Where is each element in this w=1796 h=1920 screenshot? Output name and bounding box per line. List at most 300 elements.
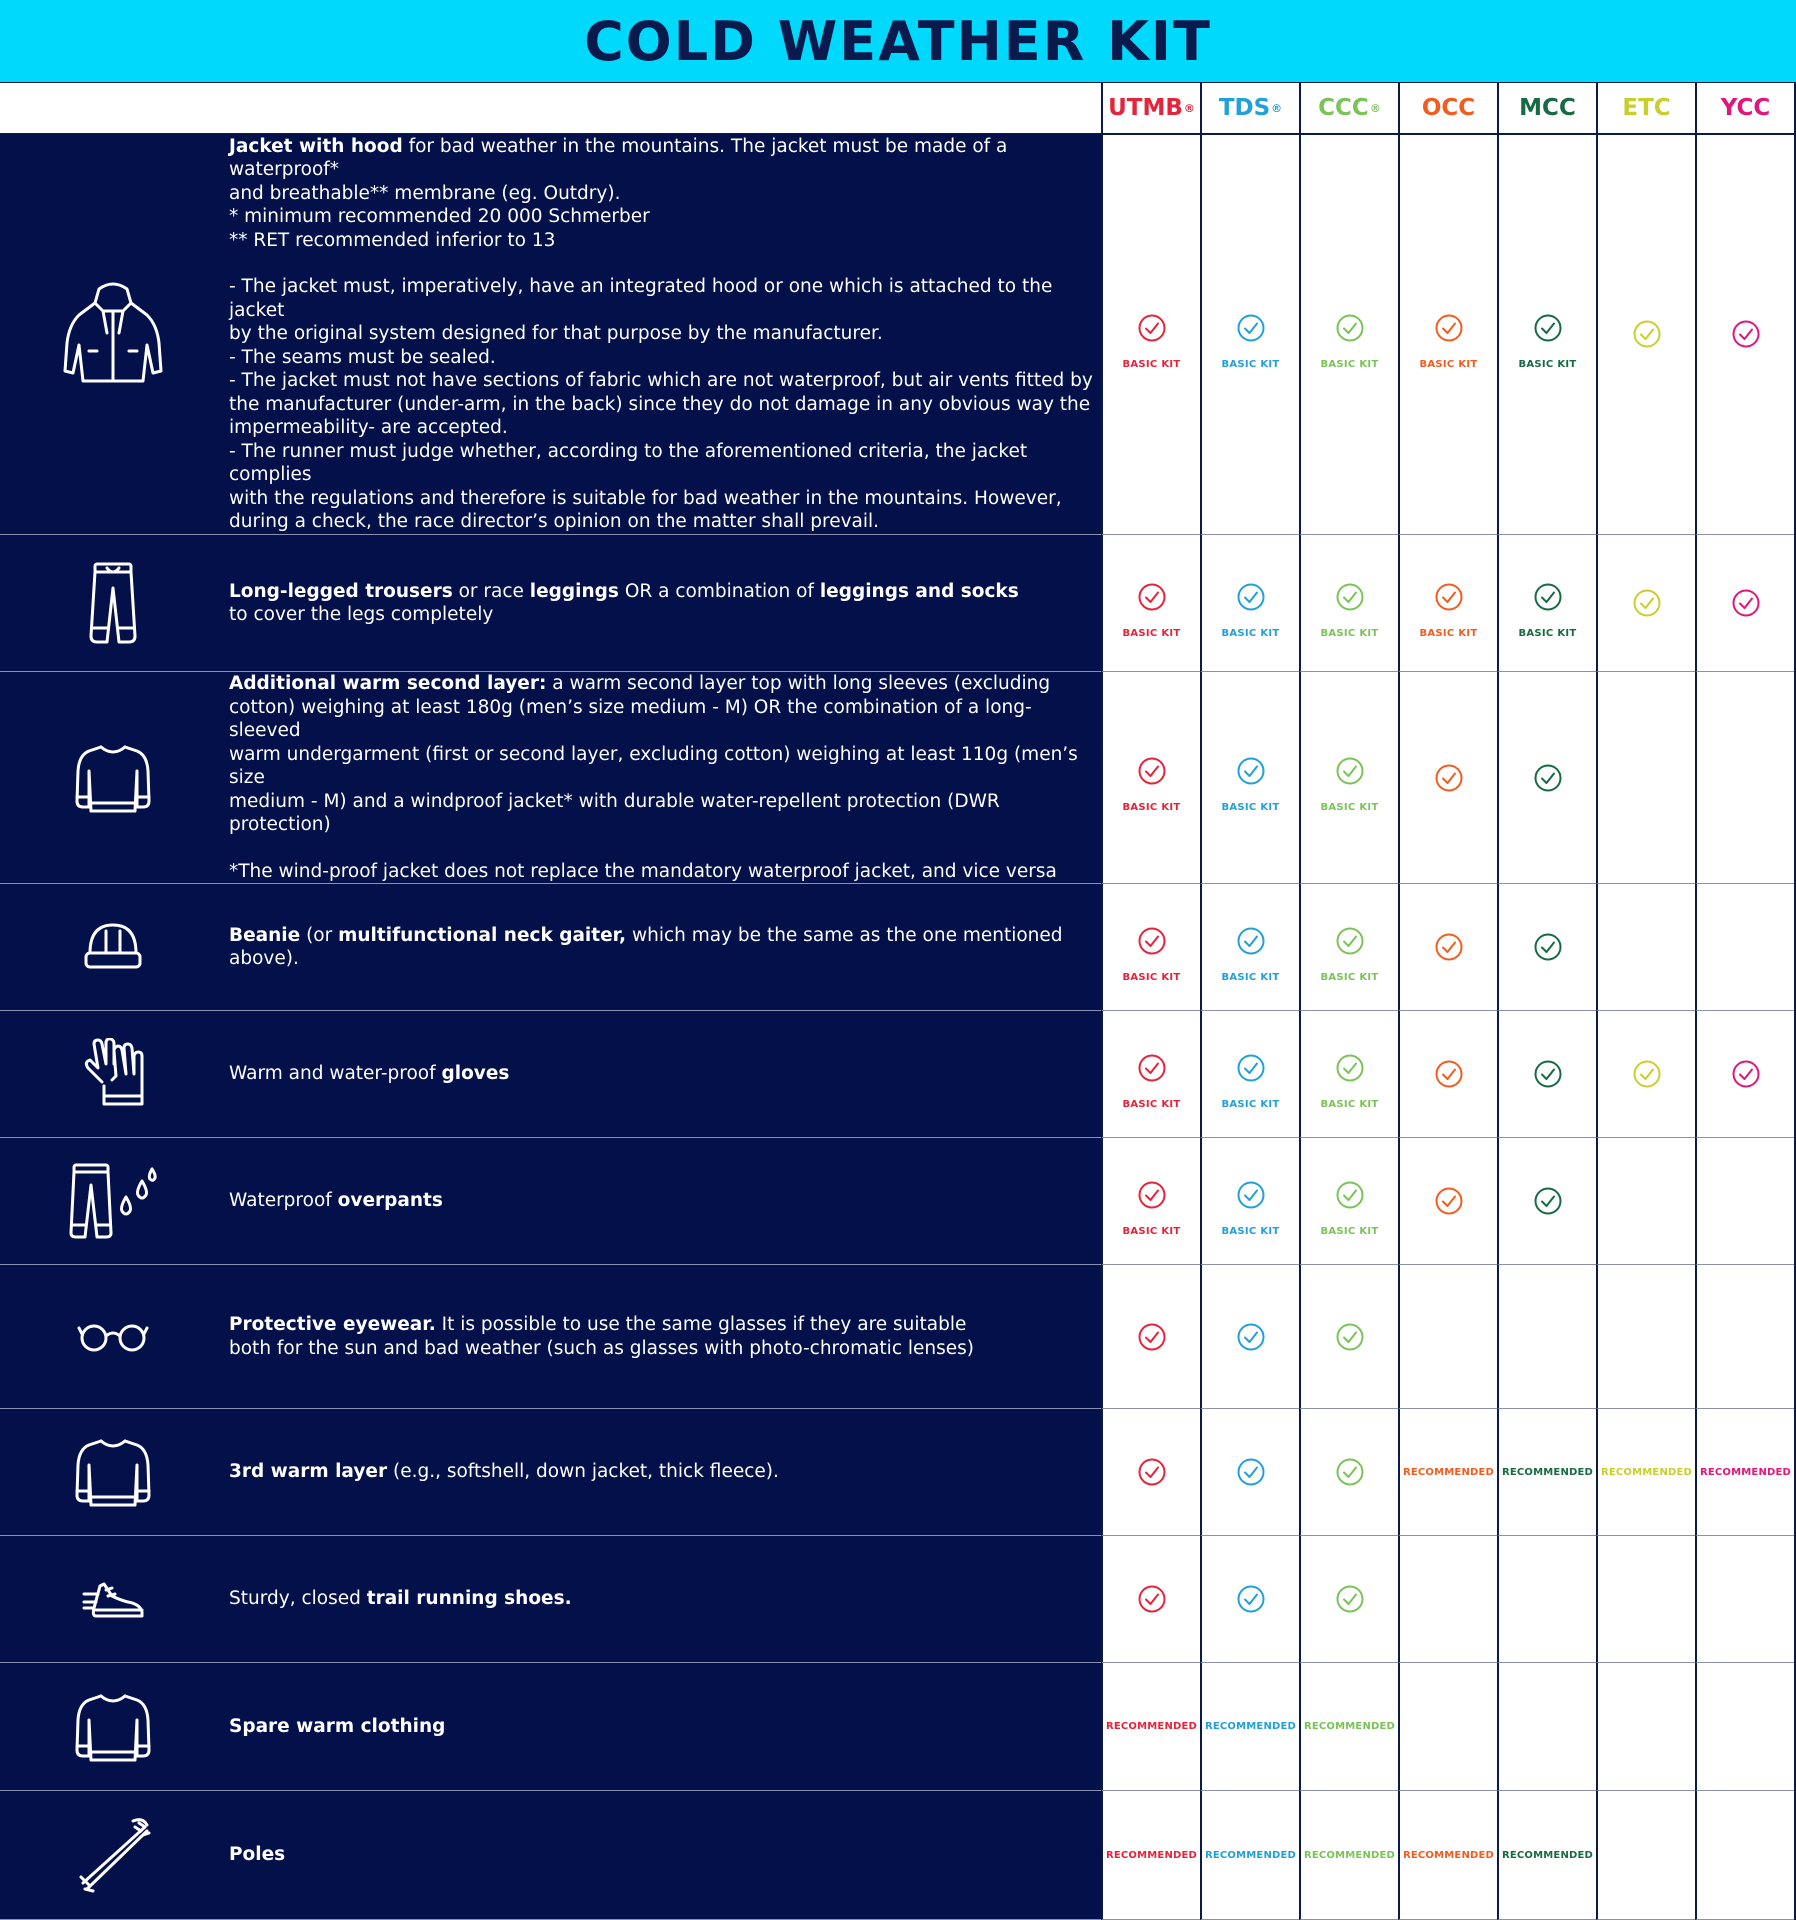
bold-text: Jacket with hood [229, 135, 403, 157]
cell-etc [1596, 535, 1695, 672]
description-line [229, 440, 1099, 487]
description-line [229, 205, 1099, 229]
item-text-wrapper [229, 1791, 1099, 1919]
recommended-label: RECOMMENDED [1402, 1849, 1495, 1861]
text: It is possible to use the same glasses if they are suitable [435, 1314, 967, 1335]
basic-kit-label: BASIC KIT [1419, 627, 1478, 639]
basic-kit-label: BASIC KIT [1419, 358, 1478, 370]
cell-ccc [1299, 1011, 1398, 1138]
cell-ccc [1299, 672, 1398, 884]
check-circle-icon [1335, 1053, 1365, 1083]
check-circle-icon [1236, 1180, 1266, 1210]
kit-description-panel [0, 1791, 1101, 1920]
basic-kit-label: BASIC KIT [1221, 1098, 1280, 1110]
recommended-label: RECOMMENDED [1105, 1721, 1198, 1732]
jacket-icon [58, 134, 168, 534]
cell-ccc [1299, 134, 1398, 535]
cell-ccc [1299, 1663, 1398, 1791]
description-line [229, 1313, 974, 1337]
beanie-icon [58, 884, 168, 1010]
cell-ycc [1695, 884, 1794, 1011]
check-circle-icon [1335, 1322, 1365, 1352]
sweater-icon [58, 1409, 168, 1535]
description-line [229, 672, 1099, 696]
description-line [229, 580, 1019, 604]
check-circle-icon [1137, 582, 1167, 612]
race-label: YCC [1720, 95, 1771, 121]
race-label: UTMB [1108, 95, 1183, 121]
check-circle-icon [1335, 1457, 1365, 1487]
cell-ycc [1695, 1536, 1794, 1663]
basic-kit-label: BASIC KIT [1320, 802, 1379, 813]
check-circle-icon [1335, 926, 1365, 956]
cell-mcc [1497, 1409, 1596, 1536]
cell-mcc [1497, 1138, 1596, 1265]
cell-mcc [1497, 1791, 1596, 1920]
check-circle-icon [1137, 1053, 1167, 1083]
basic-kit-label: BASIC KIT [1221, 627, 1280, 639]
column-header-occ [1398, 82, 1497, 134]
bold-text: overpants [337, 1190, 443, 1212]
basic-kit-label: BASIC KIT [1320, 358, 1379, 370]
check-circle-icon [1632, 588, 1662, 618]
item-text-wrapper [229, 1138, 1099, 1264]
check-circle-icon [1731, 319, 1761, 349]
cell-utmb [1101, 1138, 1200, 1265]
kit-description-panel [0, 1536, 1101, 1663]
item-text-wrapper [229, 134, 1099, 534]
basic-kit-label: BASIC KIT [1122, 802, 1181, 813]
check-circle-icon [1434, 313, 1464, 343]
cell-ccc [1299, 1536, 1398, 1663]
check-circle-icon [1434, 763, 1464, 793]
check-circle-icon [1533, 1059, 1563, 1089]
gloves-icon [58, 1011, 168, 1137]
sweater-icon [58, 1663, 168, 1790]
cell-utmb [1101, 535, 1200, 672]
cell-tds [1200, 1265, 1299, 1409]
kit-row [0, 884, 1796, 1011]
text: - The jacket must, imperatively, have an integrated hood or one which is attached to the jacket [229, 276, 1053, 321]
cell-tds [1200, 1138, 1299, 1265]
race-label: CCC [1318, 95, 1369, 121]
basic-kit-label: BASIC KIT [1122, 1098, 1181, 1110]
cell-ccc [1299, 884, 1398, 1011]
cell-mcc [1497, 1265, 1596, 1409]
bold-text: leggings [529, 580, 619, 602]
cell-tds [1200, 1011, 1299, 1138]
kit-row [0, 1011, 1796, 1138]
cell-tds [1200, 1536, 1299, 1663]
recommended-label: RECOMMENDED [1501, 1849, 1594, 1861]
check-circle-icon [1236, 1457, 1266, 1487]
race-label: TDS [1218, 95, 1271, 121]
check-circle-icon [1533, 582, 1563, 612]
description-line [229, 416, 1099, 440]
cell-occ [1398, 672, 1497, 884]
item-text-wrapper [229, 1536, 1099, 1662]
basic-kit-label: BASIC KIT [1221, 802, 1280, 813]
text: Waterproof [229, 1190, 338, 1212]
bold-text: Additional warm second layer: [229, 673, 547, 694]
bold-text: multifunctional neck gaiter, [338, 924, 627, 946]
recommended-label: RECOMMENDED [1699, 1466, 1792, 1478]
kit-description-panel [0, 884, 1101, 1011]
cell-utmb [1101, 1011, 1200, 1138]
cell-tds [1200, 1409, 1299, 1536]
cell-occ [1398, 1663, 1497, 1791]
check-circle-icon [1236, 926, 1266, 956]
text: cotton) weighing at least 180g (men’s size medium - M) OR the combination of a long-sleeved [229, 696, 1032, 741]
text: for bad weather in the mountains. The jacket must be made of a waterproof* [229, 135, 1008, 180]
description-line [229, 696, 1099, 743]
text: above). [229, 948, 299, 969]
kit-description-panel [0, 134, 1101, 535]
check-circle-icon [1335, 1584, 1365, 1614]
registered-mark: ® [1369, 101, 1381, 115]
description-line [229, 369, 1099, 393]
description-line [229, 860, 1099, 884]
text: or race [452, 580, 530, 602]
check-circle-icon [1731, 588, 1761, 618]
item-description [229, 1313, 974, 1360]
item-text-wrapper [229, 1011, 1099, 1137]
sweater-icon [58, 672, 168, 883]
check-circle-icon [1236, 1584, 1266, 1614]
text: Sturdy, closed [229, 1588, 367, 1610]
description-line [229, 743, 1099, 790]
race-label: ETC [1622, 95, 1671, 121]
text: (e.g., softshell, down jacket, thick fleece). [387, 1461, 779, 1483]
basic-kit-label: BASIC KIT [1518, 627, 1577, 639]
recommended-label: RECOMMENDED [1204, 1849, 1297, 1861]
check-circle-icon [1236, 313, 1266, 343]
description-line [229, 603, 1019, 627]
cell-utmb [1101, 672, 1200, 884]
description-line [229, 393, 1099, 417]
item-text-wrapper [229, 1663, 1099, 1790]
registered-mark: ® [1271, 101, 1283, 115]
cell-ycc [1695, 1138, 1794, 1265]
bold-text: Long-legged trousers [229, 580, 453, 602]
column-header-etc [1596, 82, 1695, 134]
kit-row [0, 672, 1796, 884]
cell-ccc [1299, 1791, 1398, 1920]
text: with the regulations and therefore is suitable for bad weather in the mountains. However, [229, 487, 1062, 509]
page-title: COLD WEATHER KIT [584, 9, 1212, 73]
cell-tds [1200, 1663, 1299, 1791]
text: the manufacturer (under-arm, in the back) since they do not damage in any obvious way the [229, 393, 1091, 415]
check-circle-icon [1335, 582, 1365, 612]
check-circle-icon [1335, 313, 1365, 343]
registered-mark: ® [1183, 101, 1195, 115]
check-circle-icon [1434, 1186, 1464, 1216]
description-line [229, 1460, 779, 1484]
text: - The jacket must not have sections of fabric which are not waterproof, but air vents fitted by [229, 370, 1093, 391]
description-line [229, 1337, 974, 1361]
cell-utmb [1101, 1663, 1200, 1791]
check-circle-icon [1632, 319, 1662, 349]
basic-kit-label: BASIC KIT [1221, 971, 1280, 983]
description-line [229, 135, 1099, 182]
basic-kit-label: BASIC KIT [1122, 627, 1181, 639]
description-line [229, 322, 1099, 346]
check-circle-icon [1533, 1186, 1563, 1216]
cell-mcc [1497, 672, 1596, 884]
check-circle-icon [1434, 932, 1464, 962]
description-line [229, 947, 1063, 971]
cell-occ [1398, 1011, 1497, 1138]
check-circle-icon [1137, 1584, 1167, 1614]
cell-tds [1200, 134, 1299, 535]
description-line [229, 1587, 572, 1611]
text: by the original system designed for that purpose by the manufacturer. [229, 323, 883, 344]
kit-row [0, 535, 1796, 672]
column-header-mcc [1497, 82, 1596, 134]
description-line [229, 1715, 445, 1739]
basic-kit-label: BASIC KIT [1320, 627, 1379, 639]
description-line [229, 1843, 285, 1867]
eyewear-icon [58, 1265, 168, 1408]
shoe-icon [58, 1536, 168, 1662]
cell-mcc [1497, 1536, 1596, 1663]
item-description [229, 1189, 443, 1213]
cell-occ [1398, 134, 1497, 535]
description-line [229, 229, 1099, 253]
text: OR a combination of [618, 580, 820, 602]
description-line [229, 275, 1099, 322]
kit-description-panel [0, 1409, 1101, 1536]
kit-description-panel [0, 535, 1101, 672]
cell-tds [1200, 1791, 1299, 1920]
text: impermeability- are accepted. [229, 417, 508, 438]
basic-kit-label: BASIC KIT [1122, 971, 1181, 983]
cell-mcc [1497, 884, 1596, 1011]
check-circle-icon [1335, 1180, 1365, 1210]
bold-text: 3rd warm layer [229, 1461, 388, 1483]
check-circle-icon [1434, 1059, 1464, 1089]
cell-ccc [1299, 535, 1398, 672]
text: Warm and water-proof [229, 1063, 442, 1085]
cell-mcc [1497, 1011, 1596, 1138]
cell-mcc [1497, 134, 1596, 535]
basic-kit-label: BASIC KIT [1518, 358, 1577, 370]
check-circle-icon [1236, 582, 1266, 612]
cell-occ [1398, 1265, 1497, 1409]
cell-etc [1596, 1791, 1695, 1920]
check-circle-icon [1632, 1059, 1662, 1089]
item-description [229, 1715, 445, 1739]
text: during a check, the race director’s opinion on the matter shall prevail. [229, 511, 880, 532]
cell-etc [1596, 672, 1695, 884]
cell-occ [1398, 1791, 1497, 1920]
item-text-wrapper [229, 1265, 1099, 1408]
description-line [229, 487, 1099, 511]
check-circle-icon [1236, 1322, 1266, 1352]
check-circle-icon [1533, 932, 1563, 962]
cell-etc [1596, 1138, 1695, 1265]
cell-mcc [1497, 1663, 1596, 1791]
check-circle-icon [1533, 313, 1563, 343]
recommended-label: RECOMMENDED [1303, 1721, 1396, 1732]
item-description [229, 135, 1099, 534]
bold-text: leggings and socks [819, 580, 1019, 602]
poles-icon [58, 1791, 168, 1919]
bold-text: Spare warm clothing [229, 1715, 446, 1737]
check-circle-icon [1137, 1180, 1167, 1210]
kit-row [0, 1791, 1796, 1920]
text: warm undergarment (first or second layer, excluding cotton) weighing at least 110g (men’s size [229, 743, 1078, 788]
basic-kit-label: BASIC KIT [1320, 971, 1379, 983]
cell-tds [1200, 535, 1299, 672]
text: - The runner must judge whether, according to the aforementioned criteria, the jacket complies [229, 440, 1028, 485]
recommended-label: RECOMMENDED [1501, 1466, 1594, 1478]
description-line [229, 1062, 509, 1086]
description-line [229, 510, 1099, 534]
text: both for the sun and bad weather (such as glasses with photo-chromatic lenses) [229, 1337, 974, 1359]
recommended-label: RECOMMENDED [1204, 1721, 1297, 1732]
item-text-wrapper [229, 672, 1099, 883]
overpants-icon [58, 1138, 168, 1264]
header-banner [0, 0, 1796, 82]
description-line [229, 182, 1099, 206]
item-description [229, 1587, 572, 1611]
cell-occ [1398, 1138, 1497, 1265]
description-line [229, 252, 1099, 275]
bold-text: Protective eyewear. [229, 1314, 436, 1335]
item-description [229, 924, 1063, 971]
kit-description-panel [0, 1663, 1101, 1791]
kit-row [0, 1265, 1796, 1409]
cell-ycc [1695, 1663, 1794, 1791]
cell-ccc [1299, 1265, 1398, 1409]
cell-utmb [1101, 1791, 1200, 1920]
basic-kit-label: BASIC KIT [1320, 1225, 1379, 1237]
item-text-wrapper [229, 884, 1099, 1010]
bold-text: Poles [229, 1844, 286, 1866]
description-line [229, 790, 1099, 837]
cell-mcc [1497, 535, 1596, 672]
cell-etc [1596, 884, 1695, 1011]
item-description [229, 580, 1019, 627]
text: - The seams must be sealed. [229, 346, 496, 368]
basic-kit-label: BASIC KIT [1320, 1098, 1379, 1110]
check-circle-icon [1236, 756, 1266, 786]
column-header-utmb [1101, 82, 1200, 134]
cell-etc [1596, 1663, 1695, 1791]
recommended-label: RECOMMENDED [1105, 1849, 1198, 1861]
basic-kit-label: BASIC KIT [1122, 1225, 1181, 1237]
cell-etc [1596, 1011, 1695, 1138]
description-line [229, 837, 1099, 860]
column-header-ccc [1299, 82, 1398, 134]
text: * minimum recommended 20 000 Schmerber [229, 206, 650, 227]
column-header-tds [1200, 82, 1299, 134]
cell-ycc [1695, 134, 1794, 535]
kit-row [0, 1663, 1796, 1791]
text: ** RET recommended inferior to 13 [229, 229, 556, 251]
recommended-label: RECOMMENDED [1600, 1466, 1693, 1478]
bold-text: trail running shoes. [366, 1588, 572, 1610]
cell-ycc [1695, 1265, 1794, 1409]
kit-row [0, 1138, 1796, 1265]
cell-tds [1200, 884, 1299, 1011]
kit-row [0, 1409, 1796, 1536]
item-text-wrapper [229, 1409, 1099, 1535]
item-text-wrapper [229, 535, 1099, 671]
cell-occ [1398, 1536, 1497, 1663]
cell-etc [1596, 134, 1695, 535]
cell-utmb [1101, 1265, 1200, 1409]
cell-utmb [1101, 1536, 1200, 1663]
column-header-ycc [1695, 82, 1794, 134]
kit-row [0, 1536, 1796, 1663]
cell-ycc [1695, 535, 1794, 672]
kit-description-panel [0, 1265, 1101, 1409]
cell-ycc [1695, 672, 1794, 884]
cell-ycc [1695, 1409, 1794, 1536]
text: and breathable** membrane (eg. Outdry). [229, 182, 621, 204]
trousers-icon [58, 535, 168, 671]
check-circle-icon [1137, 1457, 1167, 1487]
description-line [229, 346, 1099, 370]
text: a warm second layer top with long sleeves (excluding [546, 673, 1051, 694]
text: medium - M) and a windproof jacket* with durable water-repellent protection (DWR protection) [229, 790, 1000, 835]
description-line [229, 1189, 443, 1213]
recommended-label: RECOMMENDED [1402, 1466, 1495, 1478]
recommended-label: RECOMMENDED [1303, 1849, 1396, 1861]
cell-occ [1398, 1409, 1497, 1536]
cell-ccc [1299, 1409, 1398, 1536]
text: to cover the legs completely [229, 604, 494, 625]
kit-description-panel [0, 1138, 1101, 1265]
kit-row [0, 134, 1796, 535]
basic-kit-label: BASIC KIT [1221, 358, 1280, 370]
text: which may be the same as the one mentioned [626, 924, 1063, 946]
text: *The wind-proof jacket does not replace the mandatory waterproof jacket, and vice versa [229, 860, 1057, 882]
cell-tds [1200, 672, 1299, 884]
cell-etc [1596, 1265, 1695, 1409]
cell-occ [1398, 884, 1497, 1011]
check-circle-icon [1533, 763, 1563, 793]
check-circle-icon [1236, 1053, 1266, 1083]
check-circle-icon [1137, 756, 1167, 786]
item-description [229, 1460, 779, 1484]
check-circle-icon [1137, 926, 1167, 956]
bold-text: gloves [441, 1063, 510, 1085]
race-label: MCC [1519, 95, 1576, 121]
cell-utmb [1101, 134, 1200, 535]
cell-utmb [1101, 884, 1200, 1011]
item-description [229, 1062, 509, 1086]
cell-ycc [1695, 1791, 1794, 1920]
check-circle-icon [1731, 1059, 1761, 1089]
basic-kit-label: BASIC KIT [1221, 1225, 1280, 1237]
description-line [229, 924, 1063, 948]
cell-etc [1596, 1409, 1695, 1536]
cell-occ [1398, 535, 1497, 672]
cell-etc [1596, 1536, 1695, 1663]
check-circle-icon [1137, 313, 1167, 343]
check-circle-icon [1335, 756, 1365, 786]
cell-utmb [1101, 1409, 1200, 1536]
check-circle-icon [1434, 582, 1464, 612]
kit-description-panel [0, 1011, 1101, 1138]
basic-kit-label: BASIC KIT [1122, 358, 1181, 370]
bold-text: Beanie [229, 924, 301, 946]
text: (or [300, 924, 339, 946]
check-circle-icon [1137, 1322, 1167, 1352]
